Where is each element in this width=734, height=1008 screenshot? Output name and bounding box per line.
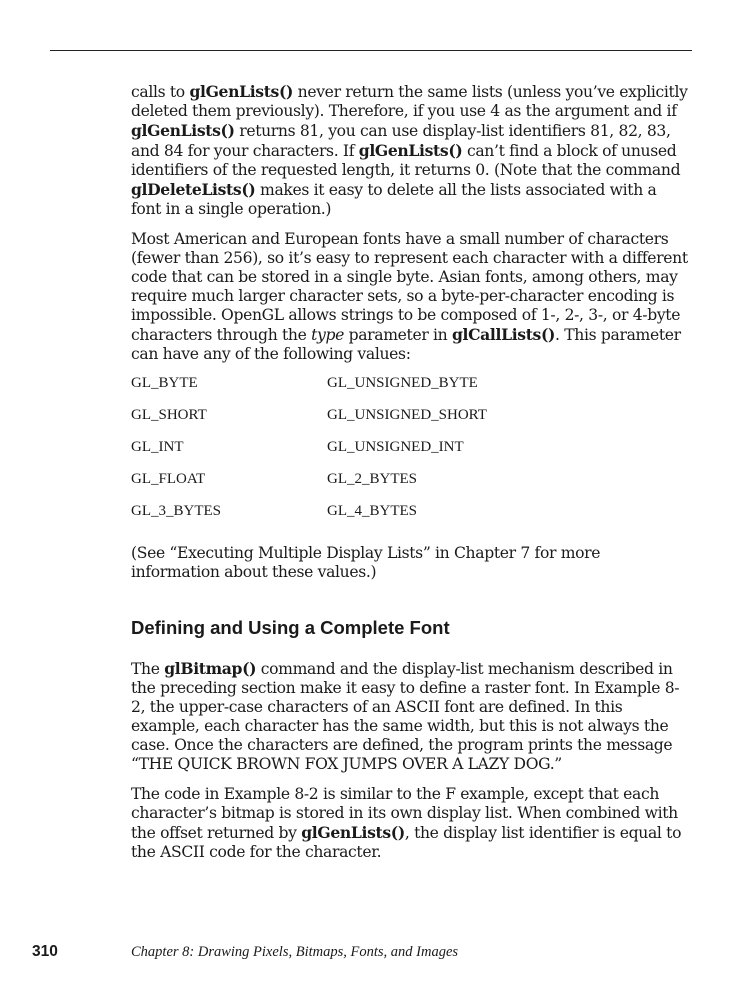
function-name: glCallLists() <box>451 325 556 344</box>
constant-name: GL_2_BYTES <box>327 471 417 487</box>
text-run: command and the display-list mechanism described in the preceding section make it easy to define a raster font. In Example 8-2, the upper-case characters of an ASCII font are defined. In this example, each character has the same width, but this is not always the case. Once the characters are defined, the program prints the message “THE QUICK BROWN FOX JUMPS OVER A LAZY DOG.” <box>131 660 680 773</box>
constant-row <box>131 407 691 439</box>
paragraph <box>131 82 691 219</box>
function-name: glGenLists() <box>301 823 405 842</box>
paragraph <box>131 785 691 862</box>
constant-name: GL_UNSIGNED_SHORT <box>327 407 487 423</box>
section-heading: Defining and Using a Complete Font <box>131 617 450 638</box>
function-name: glGenLists() <box>358 141 463 160</box>
constant-row <box>131 471 691 503</box>
text-run: returns 81, you can use display-list identifiers 81, 82, 83, and 84 for your characters. If <box>131 122 671 160</box>
constant-name: GL_SHORT <box>131 407 207 423</box>
header-rule <box>50 50 692 51</box>
text-run: (See “Executing Multiple Display Lists” in Chapter 7 for more information about these values.) <box>131 544 601 581</box>
constant-name: GL_INT <box>131 439 184 455</box>
constants-table <box>131 375 691 535</box>
page-footer <box>0 943 734 963</box>
constant-row <box>131 439 691 471</box>
page-number: 310 <box>32 943 58 960</box>
text-run: makes it easy to delete all the lists associated with a font in a single operation.) <box>131 181 657 218</box>
text-run: . This parameter can have any of the following values: <box>131 326 681 363</box>
paragraph <box>131 544 691 582</box>
function-name: glGenLists() <box>189 82 294 101</box>
constant-name: GL_UNSIGNED_INT <box>327 439 464 455</box>
function-name: glGenLists() <box>131 121 235 140</box>
constant-row <box>131 503 691 535</box>
text-run: parameter in <box>343 326 452 344</box>
page-body <box>131 82 691 873</box>
constant-name: GL_3_BYTES <box>131 503 221 519</box>
text-run: can’t find a block of unused identifiers of the requested length, it returns 0. (Note that the command <box>131 142 681 179</box>
constant-row <box>131 375 691 407</box>
text-run: calls to <box>131 83 190 101</box>
function-name: glBitmap() <box>164 659 257 678</box>
constant-name: GL_BYTE <box>131 375 198 391</box>
constant-name: GL_UNSIGNED_BYTE <box>327 375 478 391</box>
constant-name: GL_FLOAT <box>131 471 206 487</box>
running-title: Chapter 8: Drawing Pixels, Bitmaps, Fonts, and Images <box>131 944 459 960</box>
function-name: glDeleteLists() <box>131 180 256 199</box>
paragraph <box>131 659 691 774</box>
text-run: The <box>131 660 165 678</box>
text-run: never return the same lists (unless you’ve explicitly deleted them previously). Therefore, if you use 4 as the argument and if <box>131 83 688 120</box>
parameter-name: type <box>311 326 344 344</box>
paragraph <box>131 230 691 364</box>
text-run: Most American and European fonts have a small number of characters (fewer than 256), so it’s easy to represent each character with a different code that can be stored in a single byte. Asian fonts, among others, may require much larger character sets, so a byte-per-character encoding is impossible. OpenGL allows strings to be composed of 1-, 2-, 3-, or 4-byte characters through the <box>131 230 688 344</box>
constant-name: GL_4_BYTES <box>327 503 417 519</box>
text-run: , the display list identifier is equal to the ASCII code for the character. <box>131 824 682 861</box>
text-run: The code in Example 8-2 is similar to the F example, except that each character’s bitmap is stored in its own display list. When combined with the offset returned by <box>131 785 678 842</box>
